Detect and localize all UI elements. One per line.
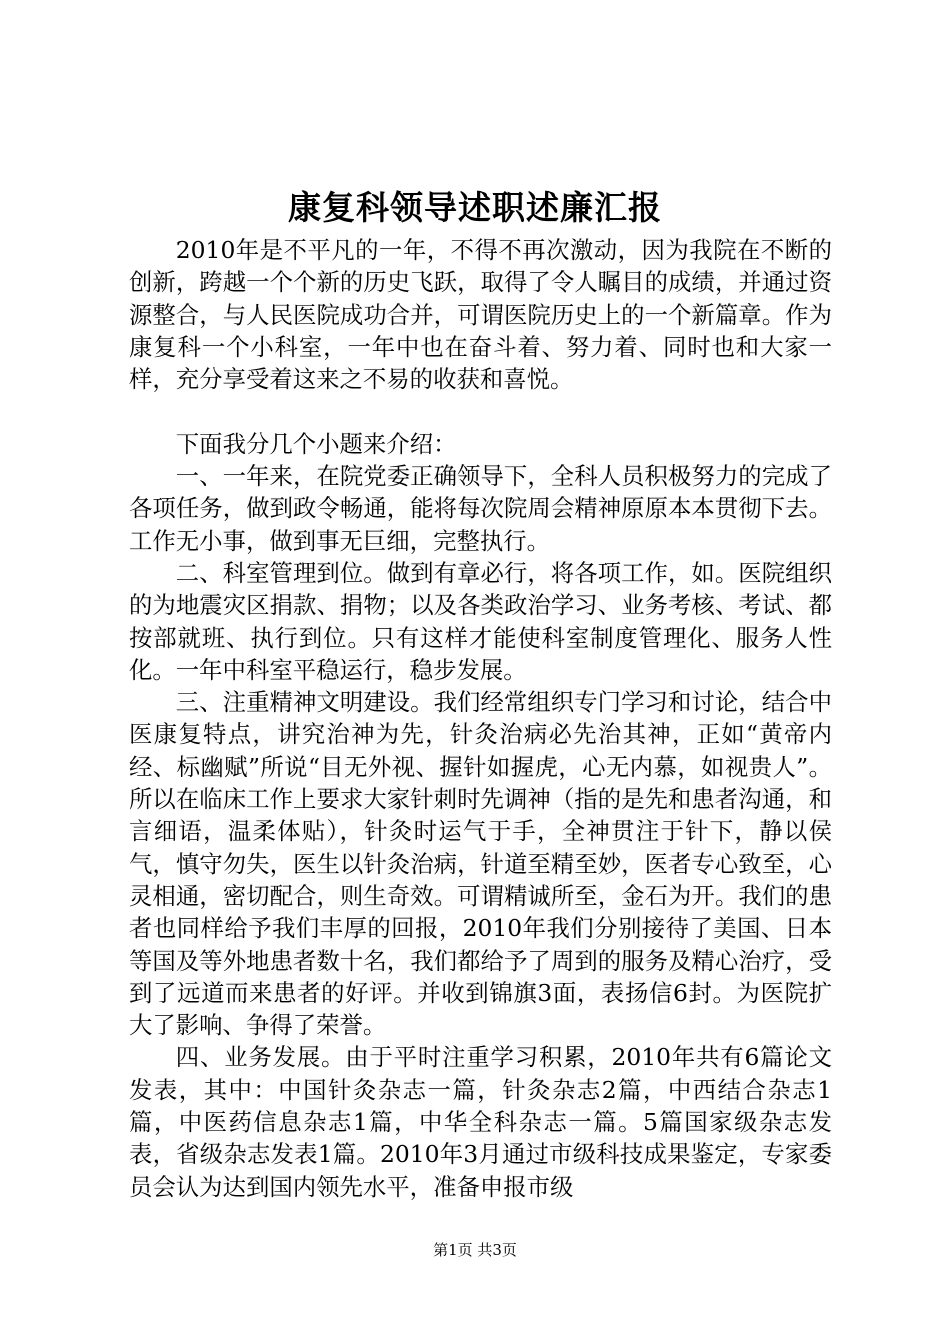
paragraph-section-3: 三、注重精神文明建设。我们经常组织专门学习和讨论，结合中医康复特点，讲究治神为先，针灸治病必先治其神，正如“黄帝内经、标幽赋”所说“目无外视、握针如握虎，心无内慕，如视贵人”。所以在临床工作上要求大家针刺时先调神（指的是先和患者沟通，和言细语，温柔体贴），针灸时运气于手，全神贯注于针下，静以侯气，慎守勿失，医生以针灸治病，针道至精至妙，医者专心致至，心灵相通，密切配合，则生奇效。可谓精诚所至，金石为开。我们的患者也同样给予我们丰厚的回报，2010年我们分别接待了美国、日本等国及等外地患者数十名，我们都给予了周到的服务及精心治疗，受到了远道而来患者的好评。并收到锦旗3面，表扬信6封。为医院扩大了影响、争得了荣誉。 (129, 688, 832, 1040)
paragraph-section-4: 四、业务发展。由于平时注重学习积累，2010年共有6篇论文发表，其中：中国针灸杂志一篇，针灸杂志2篇，中西结合杂志1篇，中医药信息杂志1篇，中华全科杂志一篇。5篇国家级杂志发表，省级杂志发表1篇。2010年3月通过市级科技成果鉴定，专家委员会认为达到国内领先水平，准备申报市级 (129, 1043, 832, 1201)
page-number-footer: 第1页 共3页 (433, 1241, 517, 1259)
paragraph-section-1: 一、一年来，在院党委正确领导下，全科人员积极努力的完成了各项任务，做到政令畅通，能将每次院周会精神原原本本贯彻下去。工作无小事，做到事无巨细，完整执行。 (129, 462, 832, 555)
paragraph-section-2: 二、科室管理到位。做到有章必行，将各项工作，如。医院组织的为地震灾区捐款、捐物；以及各类政治学习、业务考核、考试、都按部就班、执行到位。只有这样才能使科室制度管理化、服务人性化。一年中科室平稳运行，稳步发展。 (129, 558, 832, 684)
paragraph-intro: 2010年是不平凡的一年，不得不再次激动，因为我院在不断的创新，跨越一个个新的历史飞跃，取得了令人瞩目的成绩，并通过资源整合，与人民医院成功合并，可谓医院历史上的一个新篇章。作为康复科一个小科室，一年中也在奋斗着、努力着、同时也和大家一样，充分享受着这来之不易的收获和喜悦。 (129, 236, 832, 394)
paragraph-outline: 下面我分几个小题来介绍： (175, 429, 457, 458)
document-body (129, 234, 832, 1203)
document-title: 康复科领导述职述廉汇报 (288, 188, 662, 227)
